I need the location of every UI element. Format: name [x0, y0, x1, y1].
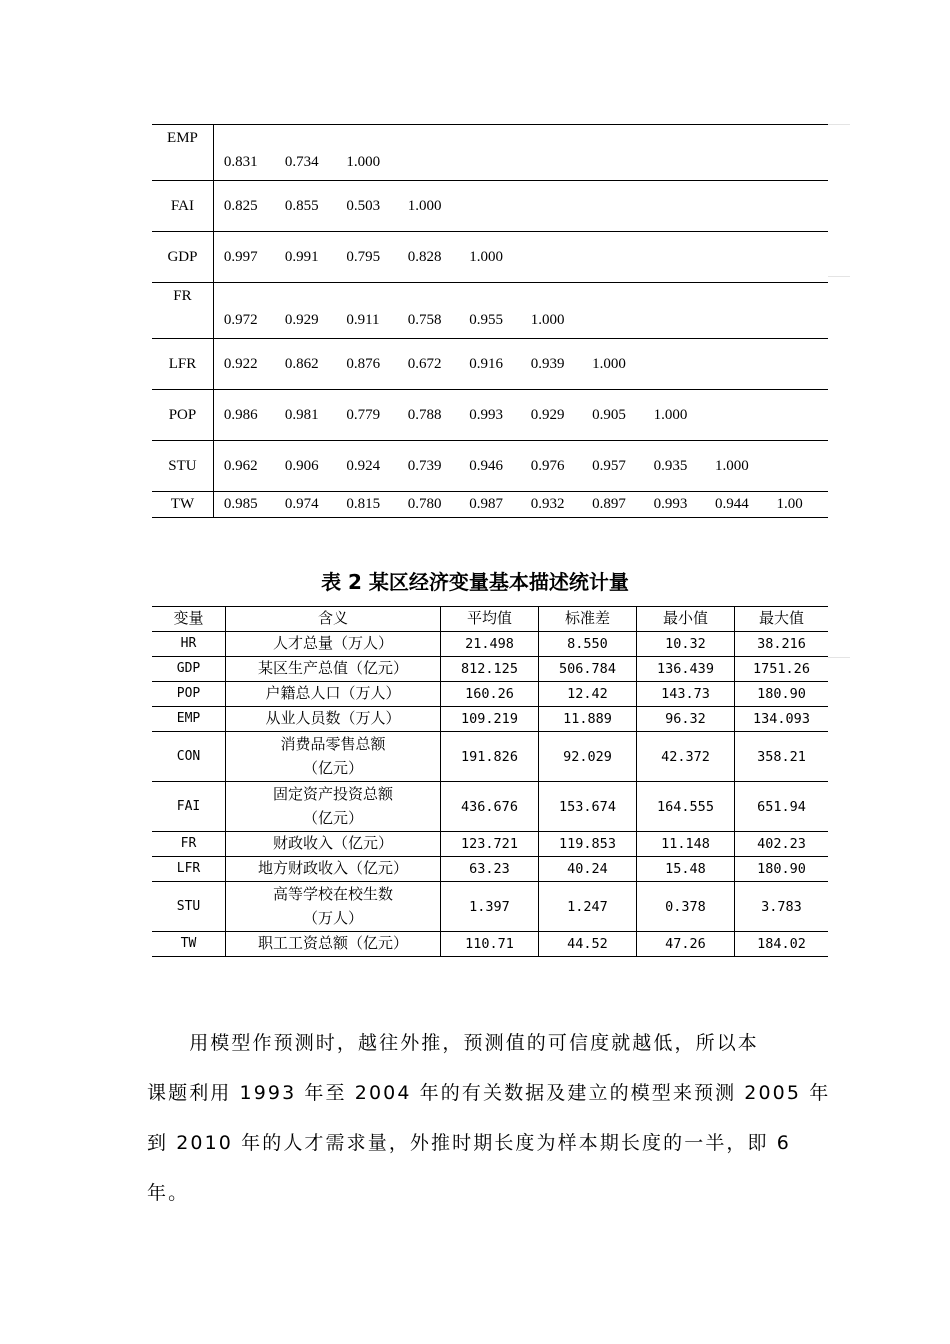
corr-row-label: GDP	[152, 232, 213, 283]
corr-cell	[521, 232, 582, 283]
faint-rule	[828, 124, 850, 125]
corr-cell: 0.855	[275, 181, 336, 232]
variable-meaning	[226, 882, 441, 932]
min-value: 11.148	[637, 832, 735, 857]
correlation-table	[152, 124, 828, 518]
variable-code: TW	[152, 932, 226, 957]
max-value: 180.90	[735, 682, 829, 707]
corr-cell: 0.932	[521, 492, 582, 518]
corr-cell: 0.986	[213, 390, 274, 441]
meaning-line: 从业人员数（万人）	[265, 711, 401, 727]
variable-meaning	[226, 782, 441, 832]
body-paragraph	[147, 1018, 831, 1218]
sd-value: 119.853	[539, 832, 637, 857]
corr-cell: 0.944	[705, 492, 766, 518]
variable-meaning	[226, 932, 441, 957]
variable-code: POP	[152, 682, 226, 707]
corr-cell: 0.897	[582, 492, 643, 518]
header-mean: 平均值	[441, 607, 539, 632]
corr-cell: 0.779	[336, 390, 397, 441]
corr-cell: 0.758	[398, 283, 459, 339]
variable-code: EMP	[152, 707, 226, 732]
sd-value: 1.247	[539, 882, 637, 932]
corr-cell: 0.503	[336, 181, 397, 232]
corr-cell	[705, 283, 766, 339]
corr-cell: 0.862	[275, 339, 336, 390]
stats-row	[152, 632, 828, 657]
corr-row-label: LFR	[152, 339, 213, 390]
mean-value: 160.26	[441, 682, 539, 707]
stats-row	[152, 882, 828, 932]
stats-row	[152, 657, 828, 682]
meaning-line: 地方财政收入（亿元）	[257, 861, 408, 877]
stats-row	[152, 732, 828, 782]
corr-cell	[705, 125, 766, 181]
corr-row-label: FR	[152, 283, 213, 339]
min-value: 15.48	[637, 857, 735, 882]
corr-cell: 0.911	[336, 283, 397, 339]
sd-value: 8.550	[539, 632, 637, 657]
corr-cell: 0.929	[275, 283, 336, 339]
corr-cell: 0.974	[275, 492, 336, 518]
corr-cell: 0.922	[213, 339, 274, 390]
meaning-line: 高等学校在校生数	[272, 886, 393, 903]
corr-row	[152, 125, 828, 181]
corr-cell: 0.993	[644, 492, 705, 518]
stats-header-row	[152, 607, 828, 632]
corr-cell: 0.993	[459, 390, 520, 441]
meaning-line: 户籍总人口（万人）	[265, 686, 401, 702]
corr-cell	[705, 181, 766, 232]
variable-code: CON	[152, 732, 226, 782]
corr-cell: 0.997	[213, 232, 274, 283]
mean-value: 436.676	[441, 782, 539, 832]
sd-value: 40.24	[539, 857, 637, 882]
paragraph-line: 用模型作预测时，越往外推，预测值的可信度就越低，所以本	[147, 1032, 759, 1054]
corr-cell: 0.962	[213, 441, 274, 492]
corr-cell	[459, 181, 520, 232]
corr-cell: 0.924	[336, 441, 397, 492]
max-value: 134.093	[735, 707, 829, 732]
corr-cell: 1.000	[336, 125, 397, 181]
corr-cell	[521, 181, 582, 232]
corr-cell: 0.876	[336, 339, 397, 390]
corr-row-label: STU	[152, 441, 213, 492]
corr-cell: 0.916	[459, 339, 520, 390]
meaning-line: 固定资产投资总额	[272, 786, 393, 803]
stats-row	[152, 857, 828, 882]
corr-row	[152, 283, 828, 339]
corr-cell	[767, 339, 829, 390]
corr-cell	[767, 441, 829, 492]
corr-cell	[582, 181, 643, 232]
max-value: 180.90	[735, 857, 829, 882]
stats-table	[152, 606, 828, 957]
corr-cell	[767, 232, 829, 283]
corr-cell: 0.734	[275, 125, 336, 181]
corr-cell: 1.000	[398, 181, 459, 232]
variable-meaning	[226, 707, 441, 732]
corr-cell: 0.815	[336, 492, 397, 518]
corr-cell	[705, 390, 766, 441]
corr-cell	[644, 181, 705, 232]
corr-row-label: EMP	[152, 125, 213, 181]
corr-cell	[398, 125, 459, 181]
corr-row-label: TW	[152, 492, 213, 518]
corr-cell: 1.00	[767, 492, 829, 518]
corr-cell: 0.672	[398, 339, 459, 390]
corr-cell	[767, 181, 829, 232]
mean-value: 191.826	[441, 732, 539, 782]
corr-cell	[644, 339, 705, 390]
stats-row	[152, 932, 828, 957]
corr-row	[152, 492, 828, 518]
corr-cell: 0.831	[213, 125, 274, 181]
min-value: 164.555	[637, 782, 735, 832]
corr-cell: 1.000	[521, 283, 582, 339]
sd-value: 44.52	[539, 932, 637, 957]
corr-cell: 0.981	[275, 390, 336, 441]
corr-cell	[582, 283, 643, 339]
variable-meaning	[226, 857, 441, 882]
variable-meaning	[226, 832, 441, 857]
corr-cell	[705, 339, 766, 390]
variable-code: STU	[152, 882, 226, 932]
corr-cell: 1.000	[582, 339, 643, 390]
meaning-line: 财政收入（亿元）	[272, 836, 393, 852]
min-value: 143.73	[637, 682, 735, 707]
min-value: 10.32	[637, 632, 735, 657]
corr-cell	[767, 283, 829, 339]
corr-cell	[767, 125, 829, 181]
corr-cell	[767, 390, 829, 441]
corr-cell: 0.987	[459, 492, 520, 518]
stats-row	[152, 682, 828, 707]
sd-value: 153.674	[539, 782, 637, 832]
corr-cell	[644, 232, 705, 283]
meaning-line: （亿元）	[302, 760, 363, 777]
variable-code: FR	[152, 832, 226, 857]
min-value: 96.32	[637, 707, 735, 732]
max-value: 1751.26	[735, 657, 829, 682]
corr-cell: 0.939	[521, 339, 582, 390]
max-value: 38.216	[735, 632, 829, 657]
corr-cell: 1.000	[459, 232, 520, 283]
corr-cell: 0.828	[398, 232, 459, 283]
variable-code: FAI	[152, 782, 226, 832]
mean-value: 812.125	[441, 657, 539, 682]
corr-cell: 0.991	[275, 232, 336, 283]
corr-cell: 0.935	[644, 441, 705, 492]
meaning-line: （亿元）	[302, 810, 363, 827]
variable-code: LFR	[152, 857, 226, 882]
max-value: 184.02	[735, 932, 829, 957]
corr-row	[152, 390, 828, 441]
meaning-line: 某区生产总值（亿元）	[257, 661, 408, 677]
corr-row-label: FAI	[152, 181, 213, 232]
header-min: 最小值	[637, 607, 735, 632]
paragraph-line: 到 2010 年的人才需求量，外推时期长度为样本期长度的一半，即 6	[147, 1132, 791, 1154]
corr-row	[152, 339, 828, 390]
max-value: 402.23	[735, 832, 829, 857]
corr-row	[152, 441, 828, 492]
mean-value: 109.219	[441, 707, 539, 732]
min-value: 0.378	[637, 882, 735, 932]
corr-cell	[644, 125, 705, 181]
variable-meaning	[226, 732, 441, 782]
table2-title: 表 2 某区经济变量基本描述统计量	[321, 570, 629, 594]
corr-cell: 0.739	[398, 441, 459, 492]
header-variable: 变量	[152, 607, 226, 632]
corr-cell: 0.957	[582, 441, 643, 492]
paragraph-line: 课题利用 1993 年至 2004 年的有关数据及建立的模型来预测 2005 年	[147, 1082, 831, 1104]
corr-cell: 0.825	[213, 181, 274, 232]
faint-rule	[828, 657, 850, 658]
sd-value: 12.42	[539, 682, 637, 707]
corr-cell: 0.929	[521, 390, 582, 441]
corr-cell: 0.972	[213, 283, 274, 339]
mean-value: 63.23	[441, 857, 539, 882]
min-value: 47.26	[637, 932, 735, 957]
corr-cell: 0.976	[521, 441, 582, 492]
max-value: 651.94	[735, 782, 829, 832]
corr-cell	[705, 232, 766, 283]
corr-cell	[644, 283, 705, 339]
header-max: 最大值	[735, 607, 829, 632]
corr-cell	[582, 232, 643, 283]
stats-row	[152, 832, 828, 857]
corr-cell: 0.788	[398, 390, 459, 441]
corr-cell: 0.780	[398, 492, 459, 518]
faint-rule	[828, 276, 850, 277]
corr-row	[152, 232, 828, 283]
meaning-line: 消费品零售总额	[280, 736, 386, 753]
variable-meaning	[226, 657, 441, 682]
header-meaning: 含义	[226, 607, 441, 632]
mean-value: 21.498	[441, 632, 539, 657]
corr-row	[152, 181, 828, 232]
corr-cell: 0.985	[213, 492, 274, 518]
corr-cell	[521, 125, 582, 181]
corr-cell: 1.000	[705, 441, 766, 492]
meaning-line: 人才总量（万人）	[272, 636, 393, 652]
variable-meaning	[226, 632, 441, 657]
stats-row	[152, 782, 828, 832]
mean-value: 110.71	[441, 932, 539, 957]
corr-cell: 0.905	[582, 390, 643, 441]
sd-value: 506.784	[539, 657, 637, 682]
header-sd: 标准差	[539, 607, 637, 632]
variable-meaning	[226, 682, 441, 707]
corr-cell: 0.946	[459, 441, 520, 492]
min-value: 136.439	[637, 657, 735, 682]
variable-code: GDP	[152, 657, 226, 682]
sd-value: 11.889	[539, 707, 637, 732]
corr-cell: 0.906	[275, 441, 336, 492]
meaning-line: 职工工资总额（亿元）	[257, 936, 408, 952]
max-value: 358.21	[735, 732, 829, 782]
sd-value: 92.029	[539, 732, 637, 782]
corr-cell: 1.000	[644, 390, 705, 441]
corr-cell	[582, 125, 643, 181]
stats-row	[152, 707, 828, 732]
corr-cell: 0.795	[336, 232, 397, 283]
mean-value: 1.397	[441, 882, 539, 932]
corr-cell	[459, 125, 520, 181]
variable-code: HR	[152, 632, 226, 657]
min-value: 42.372	[637, 732, 735, 782]
meaning-line: （万人）	[302, 910, 363, 927]
corr-row-label: POP	[152, 390, 213, 441]
paragraph-line: 年。	[147, 1182, 190, 1204]
corr-cell: 0.955	[459, 283, 520, 339]
max-value: 3.783	[735, 882, 829, 932]
mean-value: 123.721	[441, 832, 539, 857]
